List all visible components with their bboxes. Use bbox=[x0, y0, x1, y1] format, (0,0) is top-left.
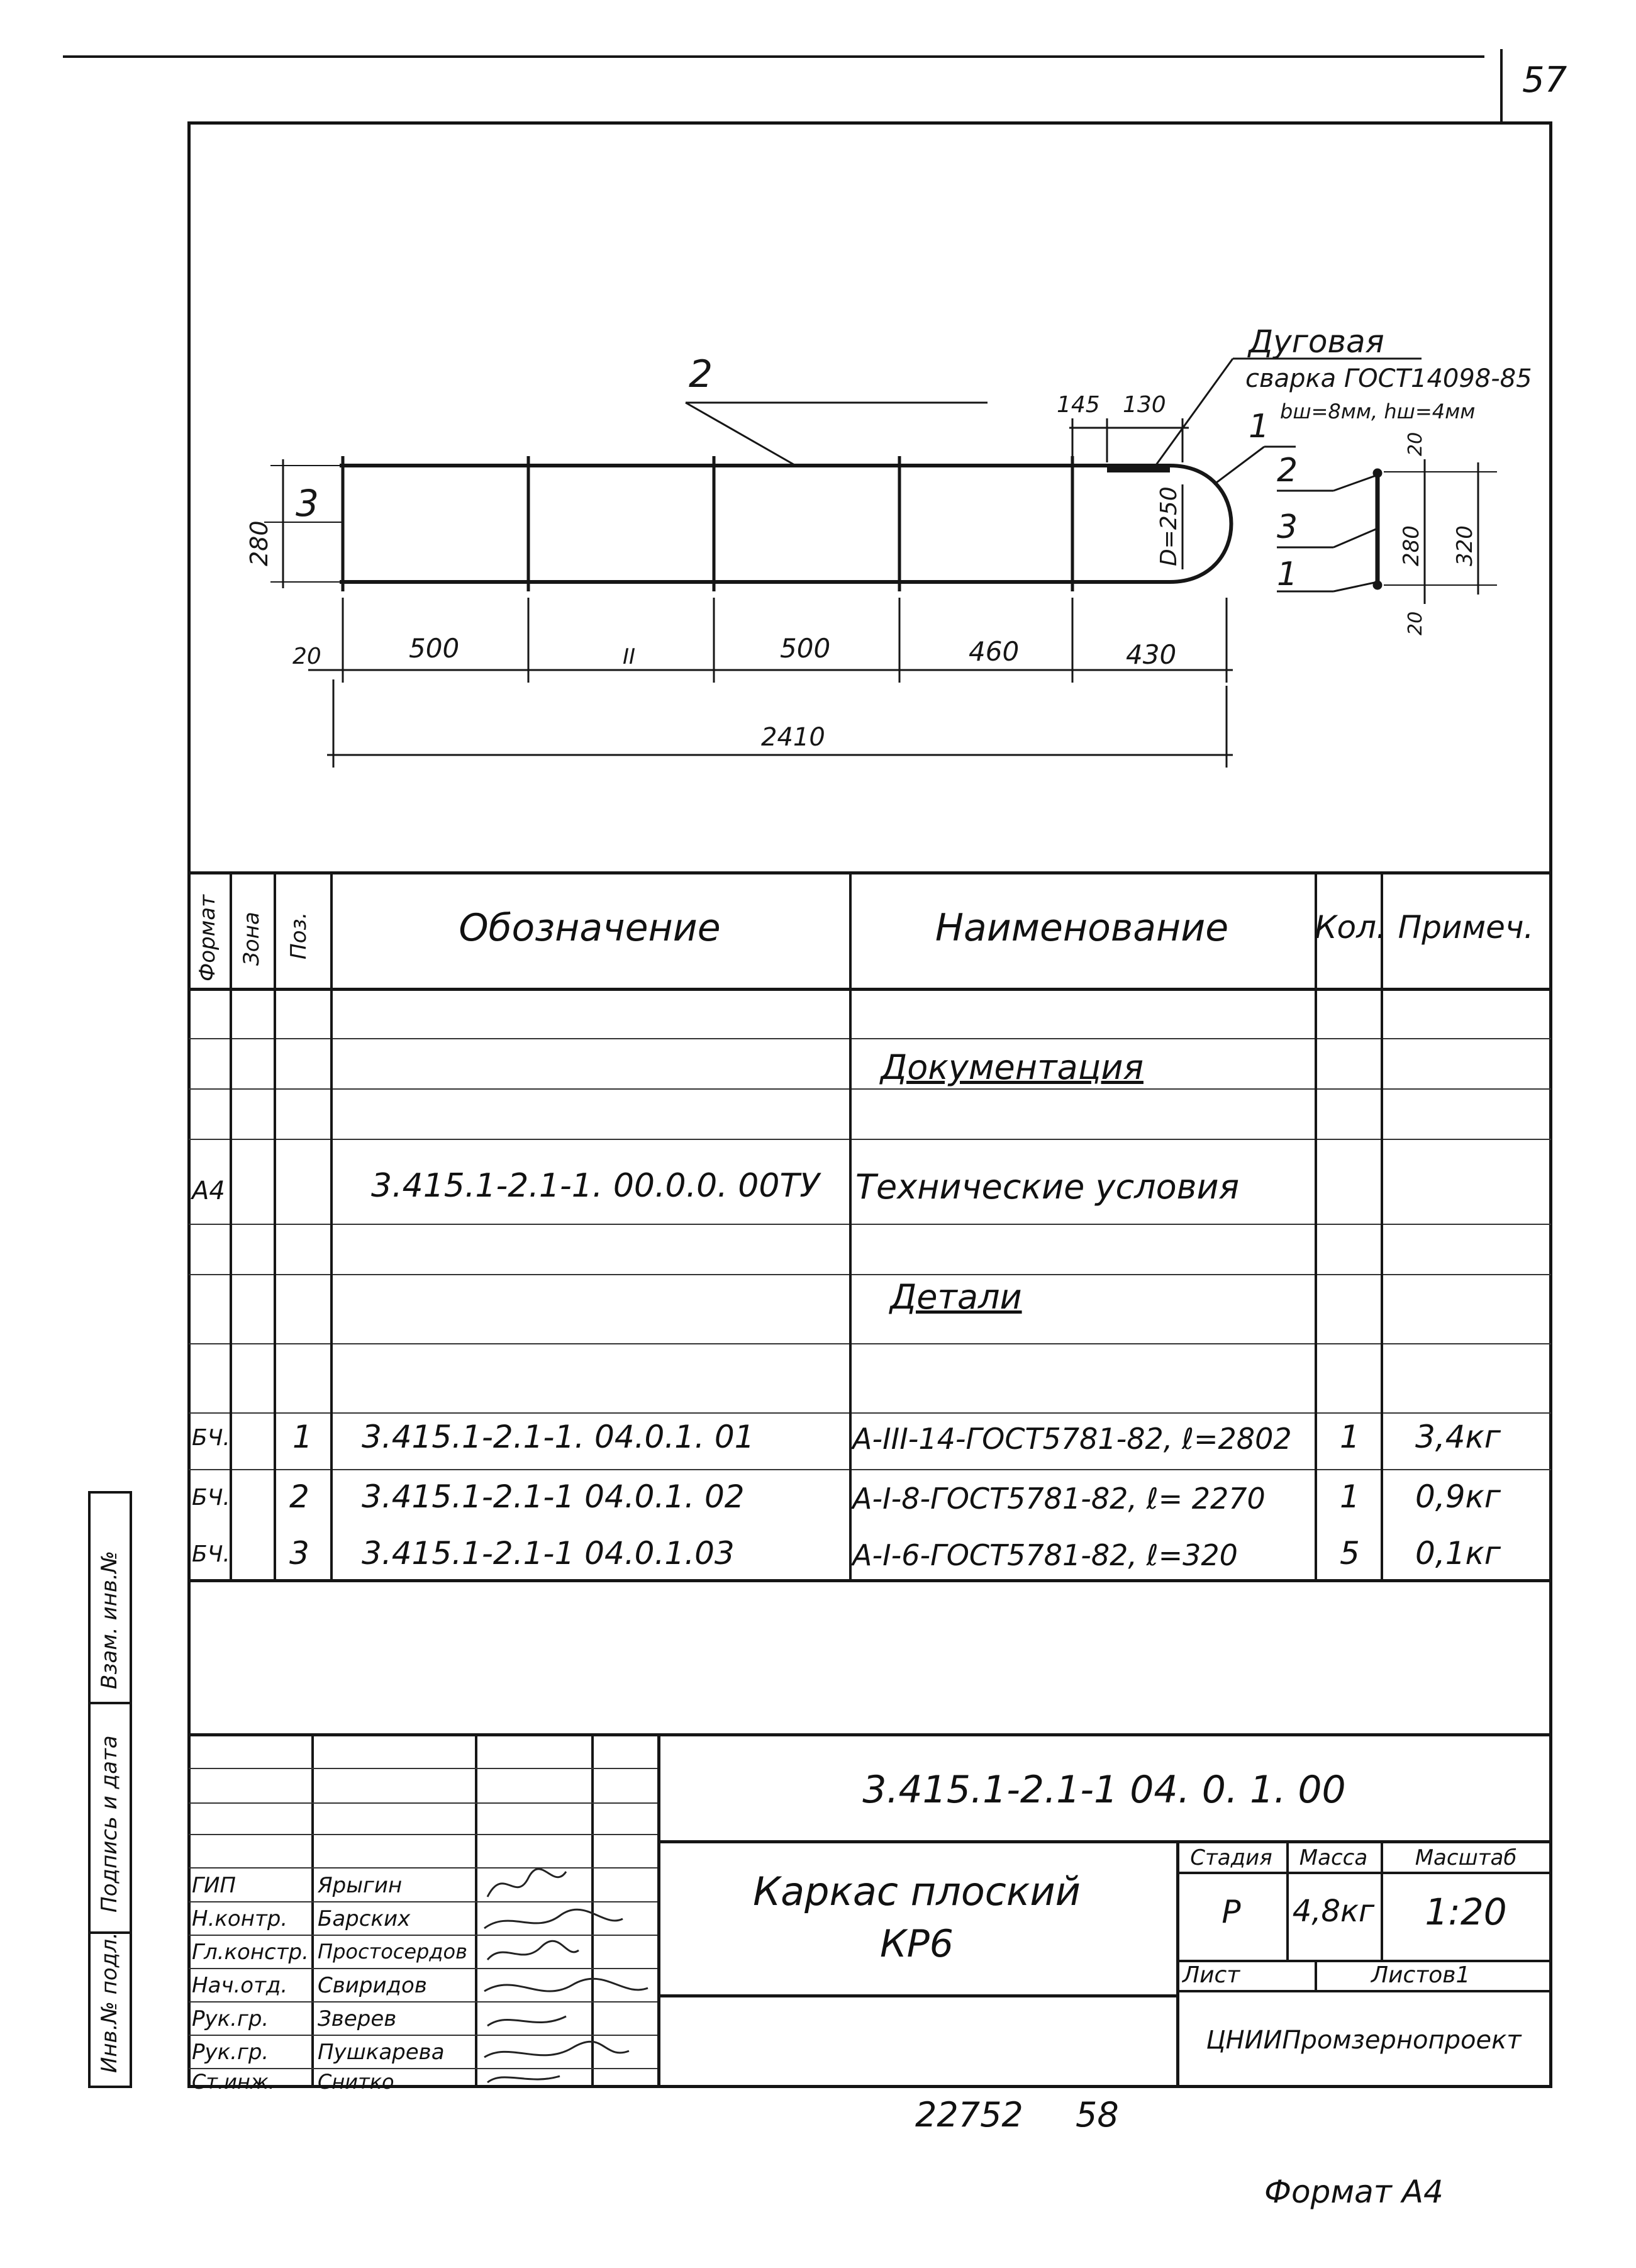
stamp-inv-podl: Инв.№ подл. bbox=[97, 1932, 122, 2073]
dim-280: 280 bbox=[245, 520, 273, 566]
staff-role: Нач.отд. bbox=[192, 1973, 288, 1998]
doc-code: 3.415.1-2.1-1 04. 0. 1. 00 bbox=[862, 1768, 1346, 1812]
label-pos1: 1 bbox=[1249, 408, 1270, 445]
row-qty: 1 bbox=[1340, 1478, 1360, 1515]
row-format: БЧ. bbox=[192, 1425, 230, 1451]
page-number: 57 bbox=[1522, 60, 1567, 101]
row-name: А-III-14-ГОСТ5781-82, ℓ=2802 bbox=[852, 1422, 1292, 1456]
side-320: 320 bbox=[1452, 525, 1477, 566]
row-note: 0,9кг bbox=[1415, 1478, 1501, 1515]
weld-line2: сварка ГОСТ14098-85 bbox=[1245, 364, 1532, 393]
side-pos1: 1 bbox=[1277, 556, 1298, 593]
footer-inventory: 22752 bbox=[915, 2095, 1023, 2135]
title-block bbox=[189, 1733, 1551, 2094]
header-qty: Кол. bbox=[1315, 909, 1386, 946]
stage-label: Стадия bbox=[1190, 1845, 1272, 1870]
stamp-vzam: Взам. инв.№ bbox=[97, 1550, 122, 1689]
staff-role: Рук.гр. bbox=[192, 2006, 269, 2031]
footer-sheet-ref: 58 bbox=[1076, 2095, 1119, 2135]
dim-20: 20 bbox=[292, 644, 321, 669]
side-280: 280 bbox=[1399, 525, 1424, 566]
dim-2410: 2410 bbox=[761, 723, 825, 752]
staff-role: Н.контр. bbox=[192, 1906, 288, 1931]
top-rule bbox=[63, 55, 1484, 58]
row-qty: 1 bbox=[1340, 1419, 1360, 1455]
doc-designation: 3.415.1-2.1-1. 00.0.0. 00ТУ bbox=[371, 1167, 820, 1205]
row-name: А-I-8-ГОСТ5781-82, ℓ= 2270 bbox=[852, 1482, 1266, 1516]
row-designation: 3.415.1-2.1-1 04.0.1.03 bbox=[362, 1535, 735, 1572]
side-pos3: 3 bbox=[1277, 508, 1298, 546]
sheets-label: Листов1 bbox=[1371, 1962, 1471, 1988]
staff-name: Пушкарева bbox=[318, 2040, 445, 2065]
dim-430: 430 bbox=[1126, 639, 1177, 670]
staff-role: Рук.гр. bbox=[192, 2040, 269, 2065]
row-designation: 3.415.1-2.1-1. 04.0.1. 01 bbox=[362, 1419, 755, 1455]
header-zone: Зона bbox=[239, 912, 264, 966]
row-pos: 2 bbox=[289, 1478, 309, 1515]
mass-label: Масса bbox=[1299, 1845, 1368, 1870]
mass-value: 4,8кг bbox=[1292, 1894, 1375, 1929]
dim-same: II bbox=[623, 644, 636, 669]
reinforcement-drawing bbox=[189, 123, 1551, 871]
signatures bbox=[478, 1859, 667, 2088]
staff-role: Гл.констр. bbox=[192, 1940, 309, 1965]
stage-value: Р bbox=[1221, 1894, 1241, 1930]
organization: ЦНИИПромзернопроект bbox=[1206, 2026, 1522, 2055]
scale-label: Масштаб bbox=[1415, 1845, 1517, 1870]
header-designation: Обозначение bbox=[459, 906, 721, 950]
row-pos: 1 bbox=[292, 1419, 313, 1455]
dim-500-b: 500 bbox=[780, 633, 831, 664]
stamp-podpis: Подпись и дата bbox=[97, 1735, 122, 1913]
row-format: БЧ. bbox=[192, 1485, 230, 1511]
dim-diameter: D=250 bbox=[1156, 486, 1182, 566]
row-designation: 3.415.1-2.1-1 04.0.1. 02 bbox=[362, 1478, 745, 1515]
header-name: Наименование bbox=[935, 906, 1229, 950]
staff-role: Ст.инж. bbox=[192, 2070, 275, 2094]
staff-role: ГИП bbox=[192, 1873, 236, 1898]
side-stamps bbox=[88, 1491, 187, 2088]
staff-name: Простосердов bbox=[318, 1940, 467, 1964]
header-note: Примеч. bbox=[1398, 909, 1534, 946]
scale-value: 1:20 bbox=[1425, 1891, 1507, 1933]
section-parts: Детали bbox=[890, 1277, 1022, 1317]
row-pos: 3 bbox=[289, 1535, 309, 1572]
staff-name: Ярыгин bbox=[318, 1873, 403, 1898]
dim-130: 130 bbox=[1123, 392, 1166, 418]
side-20-bottom: 20 bbox=[1405, 611, 1427, 635]
row-qty: 5 bbox=[1340, 1535, 1360, 1572]
label-pos3: 3 bbox=[296, 482, 319, 525]
staff-name: Снитко bbox=[318, 2070, 394, 2094]
header-pos: Поз. bbox=[286, 912, 311, 959]
row-note: 0,1кг bbox=[1415, 1535, 1501, 1572]
label-pos2: 2 bbox=[689, 352, 713, 396]
dim-500-a: 500 bbox=[409, 633, 460, 664]
weld-title: Дуговая bbox=[1249, 323, 1384, 360]
title-line1: Каркас плоский bbox=[753, 1869, 1081, 1914]
row-format: БЧ. bbox=[192, 1541, 230, 1567]
row-name: А-I-6-ГОСТ5781-82, ℓ=320 bbox=[852, 1538, 1238, 1572]
doc-format: А4 bbox=[192, 1176, 225, 1205]
doc-name: Технические условия bbox=[855, 1167, 1240, 1207]
spec-table bbox=[189, 871, 1551, 1582]
staff-name: Зверев bbox=[318, 2006, 397, 2031]
dim-145: 145 bbox=[1057, 392, 1100, 418]
sheet-label: Лист bbox=[1182, 1962, 1240, 1988]
header-format: Формат bbox=[195, 895, 220, 981]
row-note: 3,4кг bbox=[1415, 1419, 1501, 1455]
section-documentation: Документация bbox=[881, 1047, 1144, 1087]
staff-name: Свиридов bbox=[318, 1973, 427, 1998]
staff-name: Барских bbox=[318, 1906, 411, 1931]
weld-line3: bш=8мм, hш=4мм bbox=[1280, 399, 1476, 423]
side-20-top: 20 bbox=[1405, 432, 1427, 456]
title-line2: КР6 bbox=[880, 1922, 954, 1966]
footer-format: Формат А4 bbox=[1264, 2174, 1444, 2210]
page-number-divider bbox=[1500, 49, 1503, 125]
dim-460: 460 bbox=[969, 636, 1020, 667]
side-pos2: 2 bbox=[1277, 452, 1298, 489]
